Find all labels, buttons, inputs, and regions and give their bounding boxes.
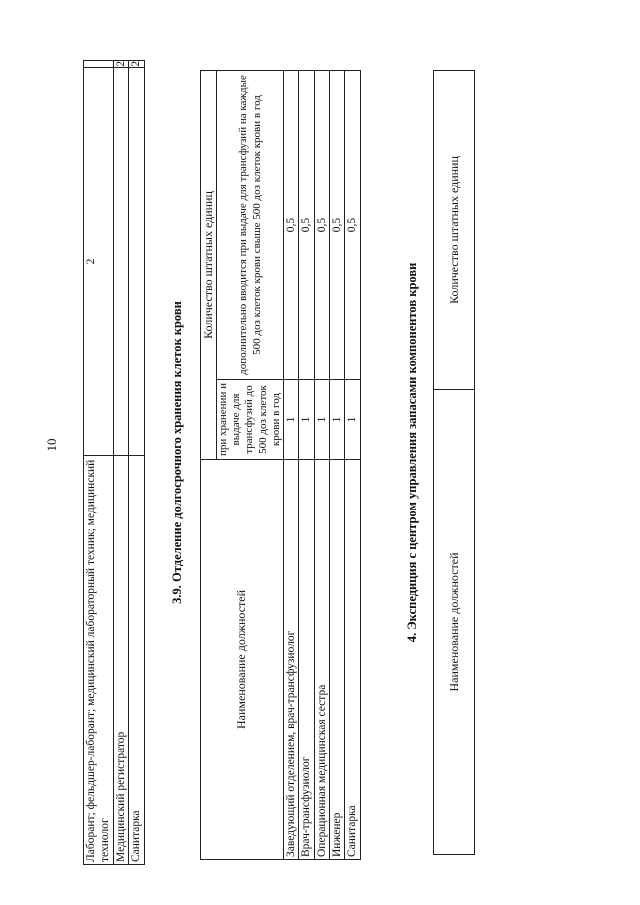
subheader-base: при хранении и выдаче для трансфузий до 500 доз клеток крови в год	[217, 380, 284, 460]
position-count: 2	[130, 61, 143, 67]
position-name: Врач-трансфузиолог	[299, 460, 314, 860]
header-staff-count: Количество штатных единиц	[201, 71, 217, 460]
additional-count: 0,5	[283, 71, 298, 380]
table-row	[113, 61, 128, 865]
position-count: 2	[114, 61, 127, 67]
storage-dept-table	[200, 70, 361, 860]
additional-count: 0,5	[299, 71, 314, 380]
header-position-name: Наименование должностей	[434, 390, 475, 855]
position-name: Операционная медицинская сестра	[314, 460, 329, 860]
table-row	[345, 71, 360, 860]
table-row	[314, 71, 329, 860]
additional-count: 0,5	[345, 71, 360, 380]
base-count: 1	[345, 380, 360, 460]
header-position-name: Наименование должностей	[201, 460, 284, 860]
additional-count: 0,5	[330, 71, 345, 380]
position-count: 2	[84, 67, 114, 456]
table-row	[299, 71, 314, 860]
page-number: 10	[44, 438, 59, 452]
position-name: Лаборант; фельдшер-лаборант; медицинский лабораторный техник; медицинский технолог	[84, 456, 114, 865]
position-name: Санитарка	[129, 456, 144, 865]
position-name: Инженер	[330, 460, 345, 860]
table-row	[129, 61, 144, 865]
additional-count: 0,5	[314, 71, 329, 380]
table-row	[84, 61, 114, 865]
table-header-row	[434, 71, 475, 855]
position-name: Медицинский регистратор	[113, 456, 128, 865]
position-name: Заведующий отделением, врач-трансфузиолог	[283, 460, 298, 860]
subheader-additional: дополнительно вводится при выдаче для трансфузий на каждые 500 доз клеток крови свыше 500 доз клеток крови в год	[217, 71, 284, 380]
header-staff-count: Количество штатных единиц	[434, 71, 475, 390]
position-name: Санитарка	[345, 460, 360, 860]
base-count: 1	[314, 380, 329, 460]
base-count: 1	[330, 380, 345, 460]
table-row	[283, 71, 298, 860]
base-count: 1	[299, 380, 314, 460]
table-row	[330, 71, 345, 860]
section-title: 4. Экспедиция с центром управления запасами компонентов крови	[405, 262, 419, 643]
staff-table-continued	[83, 60, 145, 865]
expedition-table	[433, 70, 475, 855]
section-title: 3.9. Отделение долгосрочного хранения клеток крови	[170, 301, 184, 604]
base-count: 1	[283, 380, 298, 460]
table-header-row	[201, 71, 217, 860]
